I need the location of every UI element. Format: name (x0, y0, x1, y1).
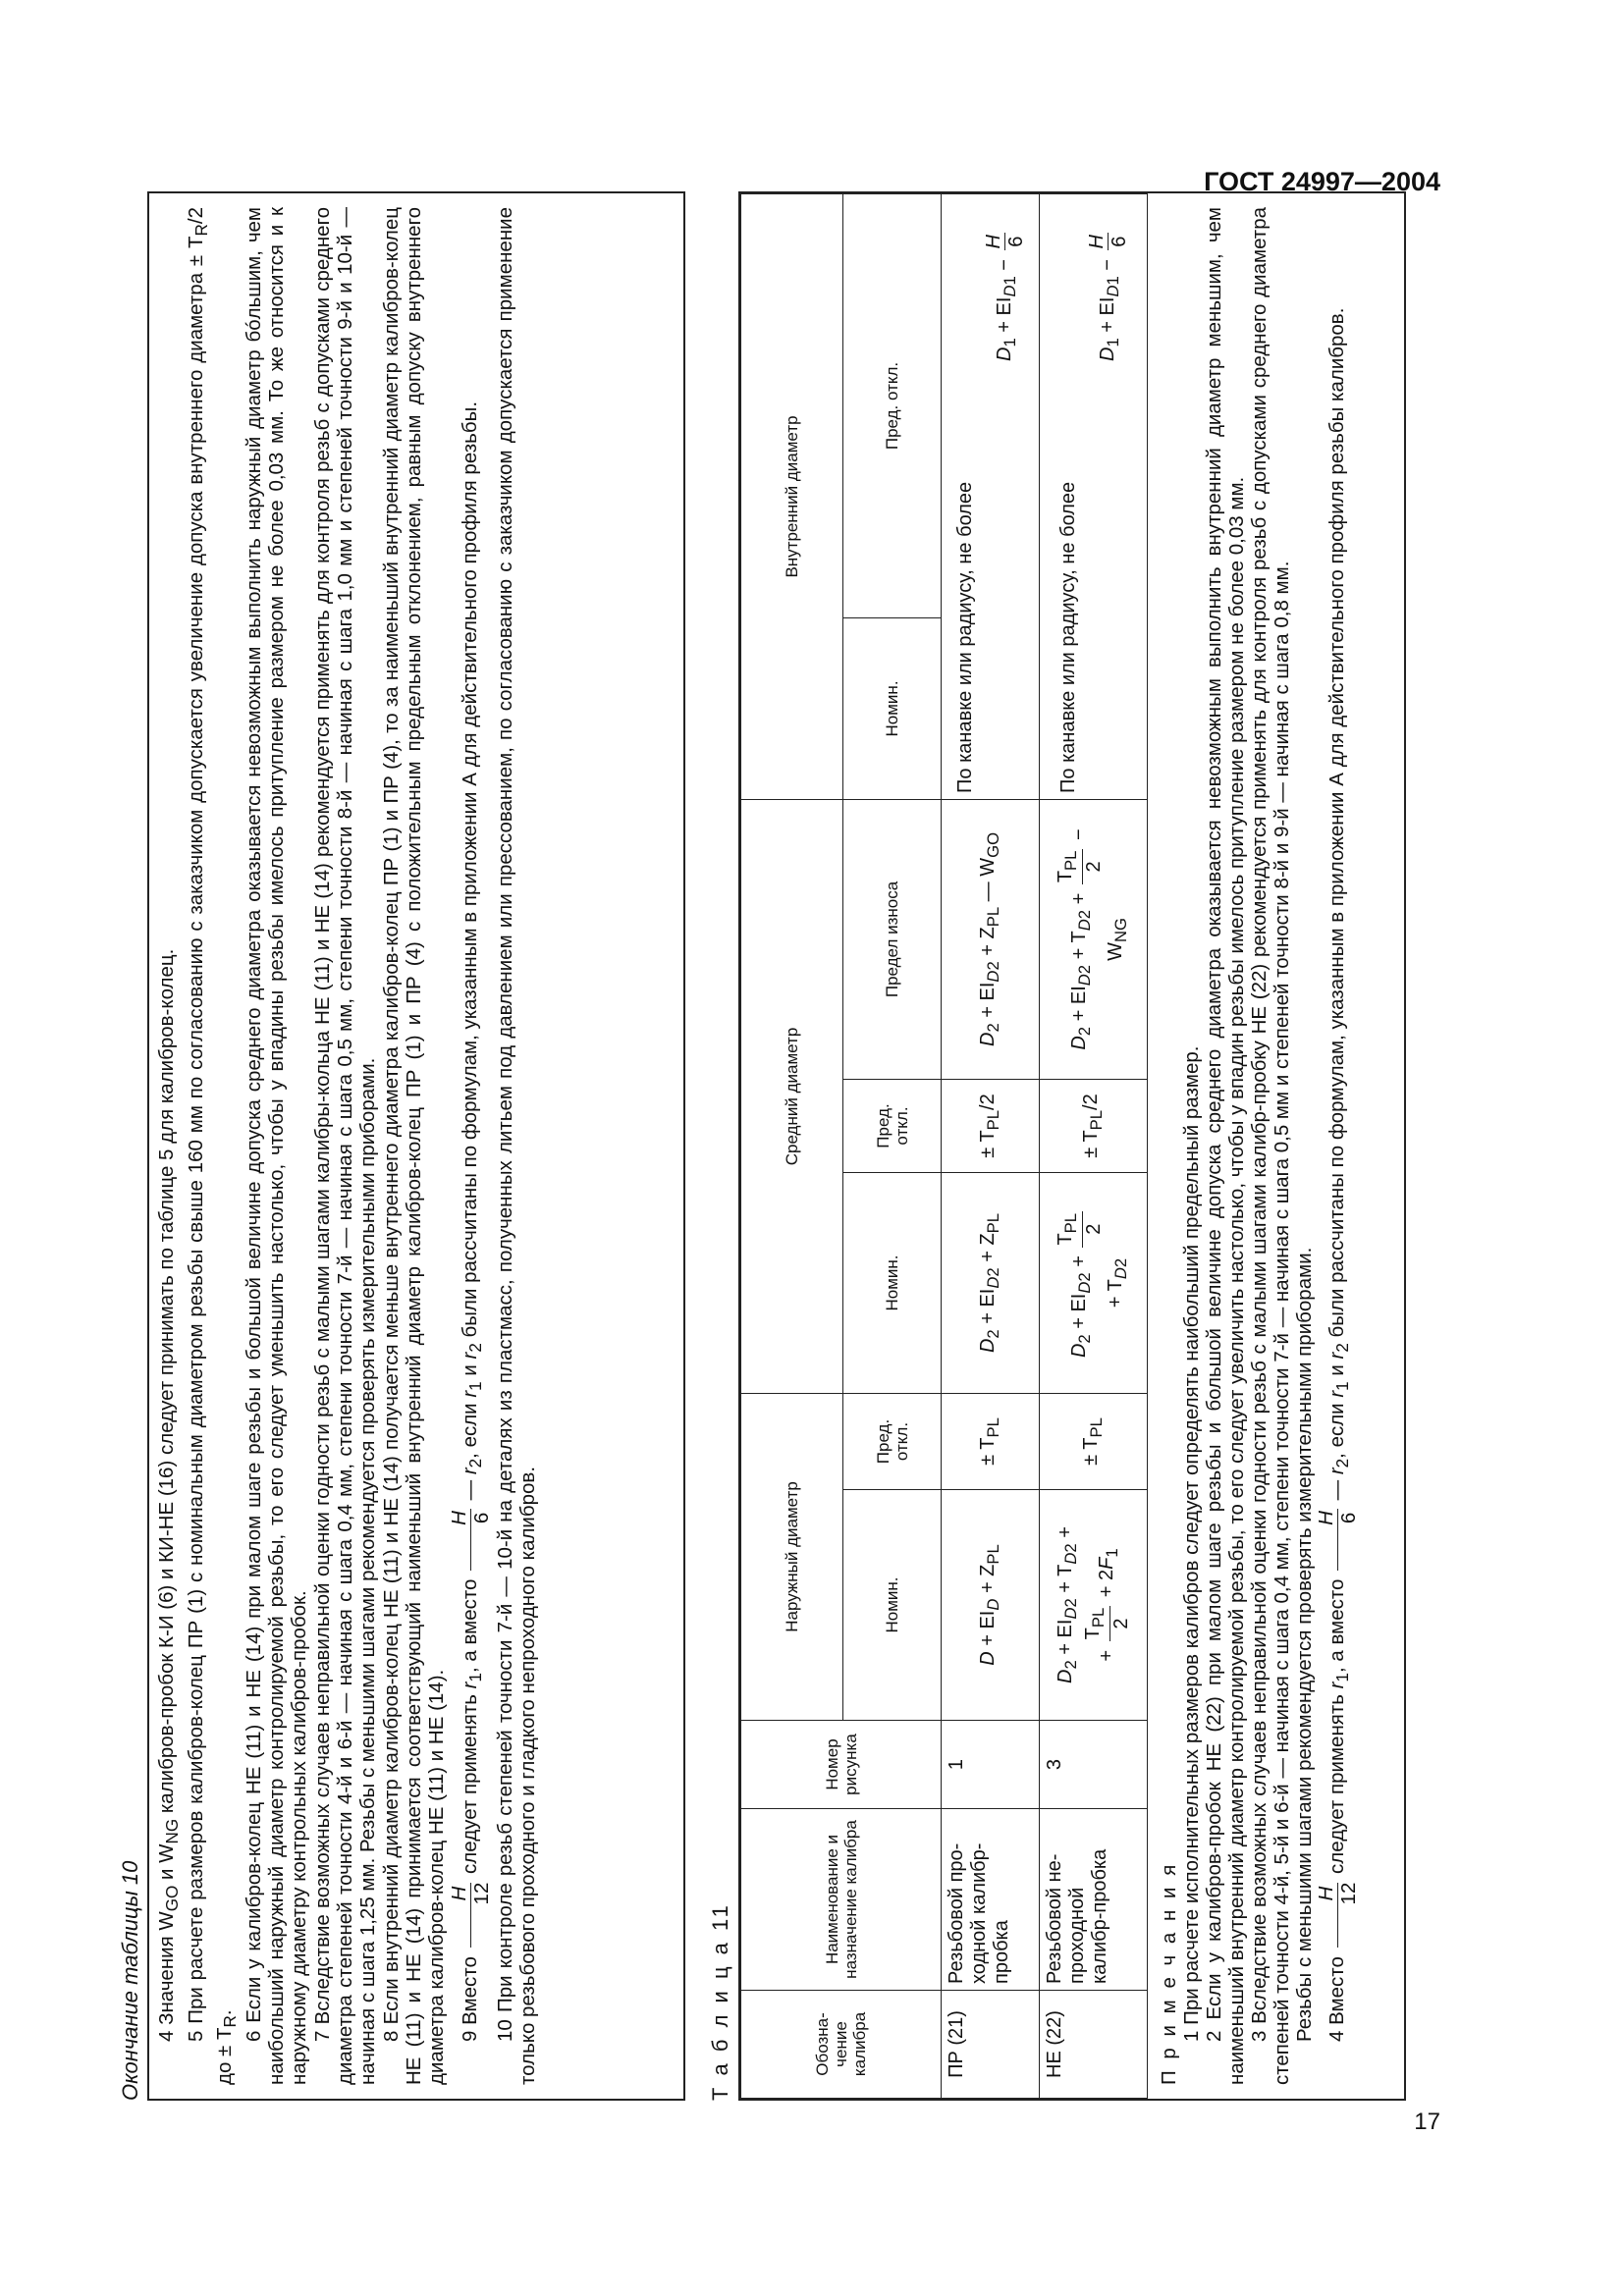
notes-title: П р и м е ч а н и я (1158, 1861, 1180, 2085)
cell-outer-nom: $D + EI_D + Z_{PL}$ (942, 1490, 1040, 1721)
th-inner-dev: Пред. откл. (843, 194, 942, 618)
th-outer: Наружный диаметр (741, 1393, 843, 1720)
table11-grid (740, 193, 1148, 2099)
cell-inner (942, 194, 1040, 800)
cell-mid-dev: ± $T_{PL}/2$ (942, 1079, 1040, 1172)
table11-note: 4 Вместо H 12 следует применять $r_1$, а вместо H 6 — $r_2$, если $r_1$ и $r_2$ были рассчитаны по формулам, указанным в приложении А для действительного профиля резьбы калибров. (1315, 307, 1360, 2042)
table11-note: Резьбы с меньшими шагами рекомендуется проверять измерительными приборами. (1293, 1247, 1316, 2042)
cell-mid-nom: $D_2 + EI_{D2}$ + $T_{PL}$ 2 + $T_{D2}$ (1040, 1172, 1148, 1393)
cell-mid-dev: ± $T_{PL}/2$ (1040, 1079, 1148, 1172)
table10-note: 4 Значения $W_{GO}$ и $W_{NG}$ калибров-пробок К-И (6) и КИ-НЕ (16) следует принимать по таблице 5 для калибров-колец. (155, 948, 183, 2042)
rotated-content (118, 147, 1429, 2101)
cell-figure: 1 (942, 1721, 1040, 1809)
th-middle: Средний диаметр (741, 799, 843, 1393)
th-figure: Номер рисунка (741, 1721, 942, 1809)
th-mid-wear: Предел износа (843, 799, 942, 1079)
cell-inner-formula: $D_1 + EI_{D1}$ − H 6 (1085, 235, 1130, 361)
table10-notes-box (147, 191, 685, 2101)
cell-mid-nom: $D_2 + EI_{D2} + Z_{PL}$ (942, 1172, 1040, 1393)
table10-continuation-label: Окончание таблицы 10 (118, 1860, 142, 2101)
th-outer-nom: Номин. (843, 1490, 942, 1721)
table11 (738, 191, 1406, 2101)
cell-inner-text: По канавке или радиусу, не более (1056, 481, 1079, 793)
table11-note: 1 При расчете исполнительных размеров калибров следует определять наибольший предельный размер. (1180, 1045, 1203, 2042)
cell-inner-formula: $D_1 + EI_{D1}$ − H 6 (982, 235, 1027, 361)
cell-designation: НЕ (22) (1040, 1991, 1148, 2099)
th-mid-nom: Номин. (843, 1172, 942, 1393)
th-designation: Обозна-чение калибра (741, 1991, 942, 2099)
table11-note: 2 Если у калибров-пробок НЕ (22) при малом шаге резьбы и большой величине допуска среднего диаметра оказывается невозможным выполнить внутренний диаметр меньшим, чем наименьший внутренний диаметр контролируемой резьбы, то его следует увеличить настолько, чтобы у впадин резьбы имелось притупление размером не более 0,03 мм. (1203, 207, 1248, 2085)
table10-note: 5 При расчете размеров калибров-колец ПР (1) с номинальным диаметром резьбы свыше 160 мм по согласованию с заказчиком допускается увеличение допуска внутреннего диаметра ± $T_R/2$ до ± $T_R$. (185, 207, 241, 2085)
cell-outer-dev: ± $T_{PL}$ (1040, 1393, 1148, 1489)
th-inner: Внутренний диаметр (741, 194, 843, 800)
cell-outer-dev: ± $T_{PL}$ (942, 1393, 1040, 1489)
th-outer-dev: Пред. откл. (843, 1393, 942, 1489)
table11-title: Т а б л и ц а 11 (708, 1902, 732, 2101)
th-inner-nom: Номин. (843, 617, 942, 799)
cell-inner (1040, 194, 1148, 800)
th-mid-dev: Пред. откл. (843, 1079, 942, 1172)
cell-name: Резьбовой про-ходной калибр-пробка (942, 1809, 1040, 1991)
table11-notes (1148, 193, 1360, 2099)
cell-mid-wear: $D_2 + EI_{D2} + Z_{PL}$ — $W_{GO}$ (942, 799, 1040, 1079)
table10-note: 7 Вследствие возможных случаев неправильной оценки годности резьб с малыми шагами калибры-кольца НЕ (11) и НЕ (14) рекомендуется применять для контроля резьб с допусками среднего диаметра степеней точности 4-й и 6-й — начиная с шага 0,4 мм, степени точности 7-й — начиная с шага 0,5 мм, степени точности 8-й — начиная с шага 1,0 мм и степеней точности 9-й и 10-й — начиная с шага 1,25 мм. Резьбы с меньшими шагами рекомендуется проверять измерительными приборами. (311, 207, 380, 2085)
cell-mid-wear: $D_2 + EI_{D2} + T_{D2}$ + $T_{PL}$ 2 − $W_{NG}$ (1040, 799, 1148, 1079)
th-name: Наименование и назначение калибра (741, 1809, 942, 1991)
table10-note: 8 Если внутренний диаметр калибров-колец НЕ (11) и НЕ (14) получается меньше внутреннего диаметра калибров-колец ПР (1) и ПР (4), то за наименьший внутренний диаметр калибров-колец НЕ (11) и НЕ (14) принимается соответствующий наименьший внутренний диаметр калибров-колец ПР (1) и ПР (4) с положительным предельным отклонением, равным допуску внутреннего диаметра калибров-колец НЕ (11) и НЕ (14). (380, 207, 449, 2085)
table10-note: 6 Если у калибров-колец НЕ (11) и НЕ (14) при малом шаге резьбы и большой величине допуска среднего диаметра оказывается невозможным выполнить наружный диаметр бóльшим, чем наибольший наружный диаметр контролируемой резьбы, то его следует уменьшить настолько, чтобы у впадины резьбы имелось притупление размером не более 0,03 мм. То же относится и к наружному диаметру контрольных калибров-пробок. (243, 207, 311, 2085)
table11-note: 3 Вследствие возможных случаев неправильной оценки годности резьб с малыми шагами калибр-пробку НЕ (22) рекомендуется применять для контроля резьб с допусками среднего диаметра степеней точности 4-й, 5-й и 6-й — начиная с шага 0,4 мм, степени точности 7-й — начиная с шага 0,5 мм и степеней точности 8-й и 9-й — начиная с шага 0,8 мм. (1248, 207, 1293, 2085)
standard-header: ГОСТ 24997—2004 (1204, 167, 1440, 196)
table-row (942, 194, 1040, 2099)
cell-designation: ПР (21) (942, 1991, 1040, 2099)
table-row (1040, 194, 1148, 2099)
table10-note: 9 Вместо H 12 следует применять $r_1$, а вместо H 6 — $r_2$, если $r_1$ и $r_2$ были рассчитаны по формулам, указанным в приложении А для действительного профиля резьбы. (448, 400, 494, 2042)
table10-note: 10 При контроле резьб степеней точности 7-й — 10-й на деталях из пластмасс, полученных литьем под давлением или прессованием, по согласованию с заказчиком допускается применение только резьбового проходного и гладкого непроходного калибров. (494, 207, 540, 2085)
cell-name: Резьбовой не-проходной калибр-пробка (1040, 1809, 1148, 1991)
cell-figure: 3 (1040, 1721, 1148, 1809)
page-number: 17 (1414, 2109, 1440, 2135)
cell-outer-nom: $D_2 + EI_{D2} + T_{D2}$ + + $T_{PL}$ 2 + $2F_1$ (1040, 1490, 1148, 1721)
cell-inner-text: По канавке или радиусу, не более (953, 481, 976, 793)
